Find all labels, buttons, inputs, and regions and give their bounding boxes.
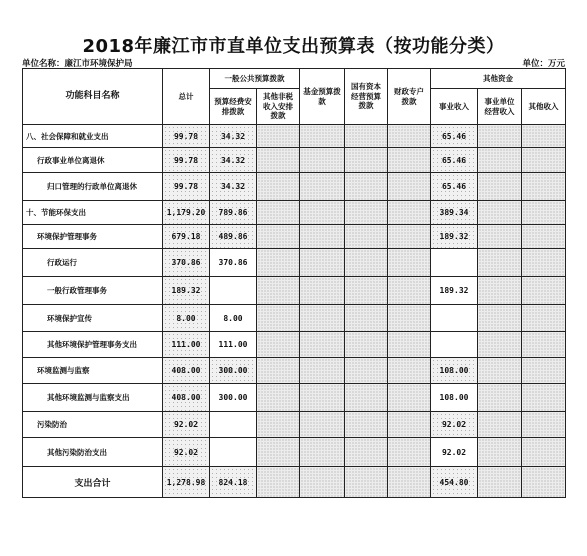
row-state-capital bbox=[345, 412, 388, 438]
row-name: 其他环境监测与监察支出 bbox=[23, 384, 163, 412]
row-total: 99.78 bbox=[163, 173, 210, 201]
row-other-non-tax bbox=[257, 173, 300, 201]
row-budget-arranged bbox=[210, 412, 257, 438]
row-fund-budget bbox=[300, 173, 345, 201]
row-budget-arranged: 370.86 bbox=[210, 249, 257, 277]
row-budget-arranged: 34.32 bbox=[210, 148, 257, 173]
total-total: 1,278.98 bbox=[163, 467, 210, 498]
row-state-capital bbox=[345, 384, 388, 412]
row-fund-budget bbox=[300, 412, 345, 438]
row-other-income bbox=[522, 249, 566, 277]
row-other-income bbox=[522, 277, 566, 305]
row-other-non-tax bbox=[257, 225, 300, 249]
row-total: 370.86 bbox=[163, 249, 210, 277]
header-budget-arranged: 预算经费安排拨款 bbox=[210, 89, 257, 125]
row-other-non-tax bbox=[257, 277, 300, 305]
header-other-income: 其他收入 bbox=[522, 89, 566, 125]
row-business-income: 108.00 bbox=[431, 358, 478, 384]
row-name: 其他环境保护管理事务支出 bbox=[23, 332, 163, 358]
total-label: 支出合计 bbox=[23, 467, 163, 498]
table-row bbox=[23, 249, 566, 277]
row-budget-arranged: 789.86 bbox=[210, 201, 257, 225]
row-fund-budget bbox=[300, 332, 345, 358]
row-business-unit-income bbox=[478, 332, 522, 358]
header-other-funds: 其他资金 bbox=[431, 69, 566, 89]
row-other-income bbox=[522, 201, 566, 225]
header-other-non-tax: 其他非税收入安排拨款 bbox=[257, 89, 300, 125]
table-row bbox=[23, 277, 566, 305]
row-fund-budget bbox=[300, 225, 345, 249]
row-business-income: 65.46 bbox=[431, 125, 478, 148]
row-total: 92.02 bbox=[163, 438, 210, 467]
row-business-unit-income bbox=[478, 125, 522, 148]
row-fiscal-special bbox=[388, 277, 431, 305]
row-fund-budget bbox=[300, 358, 345, 384]
row-total: 99.78 bbox=[163, 125, 210, 148]
table-row bbox=[23, 332, 566, 358]
row-fund-budget bbox=[300, 438, 345, 467]
row-fiscal-special bbox=[388, 249, 431, 277]
table-body bbox=[23, 125, 566, 498]
row-other-non-tax bbox=[257, 332, 300, 358]
row-other-non-tax bbox=[257, 305, 300, 332]
row-business-unit-income bbox=[478, 173, 522, 201]
row-name: 一般行政管理事务 bbox=[23, 277, 163, 305]
row-budget-arranged: 34.32 bbox=[210, 125, 257, 148]
row-other-non-tax bbox=[257, 384, 300, 412]
row-state-capital bbox=[345, 438, 388, 467]
header-state-capital: 国有资本经营预算拨款 bbox=[345, 69, 388, 125]
row-fiscal-special bbox=[388, 173, 431, 201]
row-other-non-tax bbox=[257, 358, 300, 384]
row-total: 99.78 bbox=[163, 148, 210, 173]
row-state-capital bbox=[345, 173, 388, 201]
row-state-capital bbox=[345, 249, 388, 277]
row-name: 八、社会保障和就业支出 bbox=[23, 125, 163, 148]
row-name: 其他污染防治支出 bbox=[23, 438, 163, 467]
row-total: 1,179.20 bbox=[163, 201, 210, 225]
row-budget-arranged: 300.00 bbox=[210, 358, 257, 384]
row-fiscal-special bbox=[388, 438, 431, 467]
row-budget-arranged: 489.86 bbox=[210, 225, 257, 249]
budget-table bbox=[22, 68, 566, 498]
page-title: 2018年廉江市市直单位支出预算表（按功能分类） bbox=[82, 36, 505, 57]
row-business-income bbox=[431, 249, 478, 277]
row-budget-arranged: 8.00 bbox=[210, 305, 257, 332]
row-business-unit-income bbox=[478, 249, 522, 277]
row-name: 十、节能环保支出 bbox=[23, 201, 163, 225]
header-general-public: 一般公共预算拨款 bbox=[210, 69, 300, 89]
row-other-income bbox=[522, 305, 566, 332]
row-name: 行政运行 bbox=[23, 249, 163, 277]
total-business-unit-income bbox=[478, 467, 522, 498]
table-row bbox=[23, 358, 566, 384]
row-business-unit-income bbox=[478, 277, 522, 305]
row-business-income: 92.02 bbox=[431, 438, 478, 467]
row-name: 污染防治 bbox=[23, 412, 163, 438]
row-fund-budget bbox=[300, 201, 345, 225]
row-business-income: 92.02 bbox=[431, 412, 478, 438]
row-state-capital bbox=[345, 201, 388, 225]
row-budget-arranged: 34.32 bbox=[210, 173, 257, 201]
header-fund-budget: 基金预算拨款 bbox=[300, 69, 345, 125]
row-name: 行政事业单位离退休 bbox=[23, 148, 163, 173]
table-row bbox=[23, 305, 566, 332]
row-business-unit-income bbox=[478, 358, 522, 384]
row-total: 408.00 bbox=[163, 384, 210, 412]
table-row bbox=[23, 173, 566, 201]
row-other-income bbox=[522, 173, 566, 201]
row-other-non-tax bbox=[257, 125, 300, 148]
row-business-unit-income bbox=[478, 305, 522, 332]
row-fiscal-special bbox=[388, 412, 431, 438]
total-row bbox=[23, 467, 566, 498]
header-business-income: 事业收入 bbox=[431, 89, 478, 125]
unit-label: 单位：万元 bbox=[522, 59, 565, 69]
row-other-income bbox=[522, 148, 566, 173]
total-other-non-tax bbox=[257, 467, 300, 498]
row-state-capital bbox=[345, 148, 388, 173]
row-other-income bbox=[522, 332, 566, 358]
row-state-capital bbox=[345, 225, 388, 249]
row-state-capital bbox=[345, 305, 388, 332]
row-fund-budget bbox=[300, 305, 345, 332]
row-business-unit-income bbox=[478, 412, 522, 438]
table-row bbox=[23, 148, 566, 173]
row-other-income bbox=[522, 412, 566, 438]
unit-name: 单位名称：廉江市环境保护局 bbox=[22, 59, 133, 69]
row-fiscal-special bbox=[388, 125, 431, 148]
table-row bbox=[23, 225, 566, 249]
total-state-capital bbox=[345, 467, 388, 498]
row-other-non-tax bbox=[257, 201, 300, 225]
total-budget-arranged: 824.18 bbox=[210, 467, 257, 498]
row-total: 408.00 bbox=[163, 358, 210, 384]
row-budget-arranged bbox=[210, 438, 257, 467]
header-fiscal-special: 财政专户拨款 bbox=[388, 69, 431, 125]
row-fiscal-special bbox=[388, 148, 431, 173]
table-row bbox=[23, 438, 566, 467]
table-row bbox=[23, 412, 566, 438]
row-other-income bbox=[522, 438, 566, 467]
row-name: 环境保护宣传 bbox=[23, 305, 163, 332]
row-other-income bbox=[522, 384, 566, 412]
row-business-unit-income bbox=[478, 148, 522, 173]
row-fiscal-special bbox=[388, 332, 431, 358]
row-total: 8.00 bbox=[163, 305, 210, 332]
row-business-income: 108.00 bbox=[431, 384, 478, 412]
row-fund-budget bbox=[300, 249, 345, 277]
row-business-income: 65.46 bbox=[431, 148, 478, 173]
row-total: 111.00 bbox=[163, 332, 210, 358]
total-fund-budget bbox=[300, 467, 345, 498]
table-row bbox=[23, 201, 566, 225]
row-name: 环境监测与监察 bbox=[23, 358, 163, 384]
row-state-capital bbox=[345, 332, 388, 358]
row-business-income: 189.32 bbox=[431, 225, 478, 249]
row-business-unit-income bbox=[478, 438, 522, 467]
row-fiscal-special bbox=[388, 225, 431, 249]
row-fiscal-special bbox=[388, 305, 431, 332]
row-other-non-tax bbox=[257, 412, 300, 438]
row-budget-arranged: 111.00 bbox=[210, 332, 257, 358]
header-business-unit-income: 事业单位经营收入 bbox=[478, 89, 522, 125]
row-business-unit-income bbox=[478, 201, 522, 225]
row-fiscal-special bbox=[388, 201, 431, 225]
row-name: 环境保护管理事务 bbox=[23, 225, 163, 249]
total-fiscal-special bbox=[388, 467, 431, 498]
row-other-income bbox=[522, 358, 566, 384]
row-other-income bbox=[522, 125, 566, 148]
row-budget-arranged bbox=[210, 277, 257, 305]
header-total: 总计 bbox=[163, 69, 210, 125]
row-state-capital bbox=[345, 358, 388, 384]
row-other-non-tax bbox=[257, 148, 300, 173]
row-business-unit-income bbox=[478, 384, 522, 412]
row-other-non-tax bbox=[257, 249, 300, 277]
total-business-income: 454.80 bbox=[431, 467, 478, 498]
row-other-income bbox=[522, 225, 566, 249]
total-other-income bbox=[522, 467, 566, 498]
row-fiscal-special bbox=[388, 384, 431, 412]
row-total: 92.02 bbox=[163, 412, 210, 438]
row-fund-budget bbox=[300, 384, 345, 412]
row-business-income: 389.34 bbox=[431, 201, 478, 225]
row-total: 189.32 bbox=[163, 277, 210, 305]
row-business-income: 189.32 bbox=[431, 277, 478, 305]
row-state-capital bbox=[345, 125, 388, 148]
table-row bbox=[23, 125, 566, 148]
row-business-income: 65.46 bbox=[431, 173, 478, 201]
row-fund-budget bbox=[300, 148, 345, 173]
row-business-income bbox=[431, 332, 478, 358]
row-business-income bbox=[431, 305, 478, 332]
row-fund-budget bbox=[300, 125, 345, 148]
row-other-non-tax bbox=[257, 438, 300, 467]
row-name: 归口管理的行政单位离退休 bbox=[23, 173, 163, 201]
row-budget-arranged: 300.00 bbox=[210, 384, 257, 412]
row-fiscal-special bbox=[388, 358, 431, 384]
row-fund-budget bbox=[300, 277, 345, 305]
row-state-capital bbox=[345, 277, 388, 305]
row-business-unit-income bbox=[478, 225, 522, 249]
table-row bbox=[23, 384, 566, 412]
row-total: 679.18 bbox=[163, 225, 210, 249]
header-func-name: 功能科目名称 bbox=[23, 69, 163, 125]
